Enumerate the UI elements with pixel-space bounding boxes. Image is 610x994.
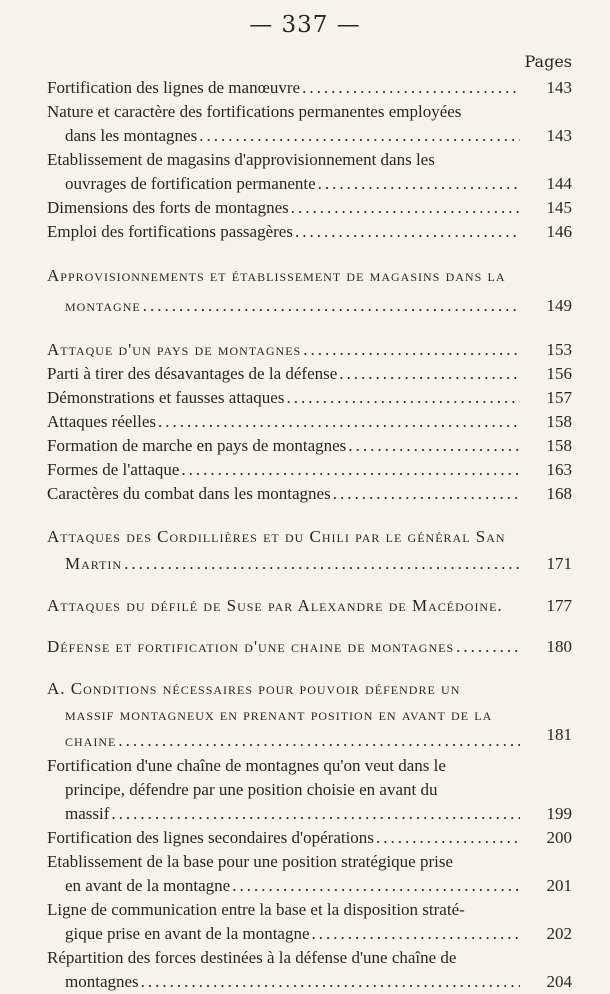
table-of-contents: [47, 76, 572, 994]
toc-section-heading: [47, 523, 572, 577]
entry-page: 146: [546, 222, 572, 241]
entry-title: Attaques des Cordillières et du Chili par le général San: [47, 527, 506, 546]
toc-section-heading: [47, 261, 572, 321]
entry-title-cont: massif: [65, 804, 110, 823]
toc-entry: [47, 100, 572, 148]
entry-title: Nature et caractère des fortifications permanentes employées: [47, 102, 462, 121]
entry-page: 145: [546, 198, 572, 217]
toc-entry: [47, 410, 572, 434]
entry-title-cont: principe, défendre par une position choisie en avant du: [65, 780, 438, 799]
entry-title: A. Conditions nécessaires pour pouvoir défendre un: [47, 679, 461, 698]
entry-page: 200: [546, 828, 572, 847]
entry-page: 144: [546, 174, 572, 193]
entry-title: Formation de marche en pays de montagnes: [47, 436, 347, 455]
entry-title-cont: gique prise en avant de la montagne: [65, 924, 310, 943]
entry-title-cont: montagne: [65, 296, 141, 315]
toc-entry: [47, 850, 572, 898]
entry-title: Attaques réelles: [47, 412, 157, 431]
entry-title-cont: chaine: [65, 731, 117, 750]
entry-page: 143: [546, 78, 572, 97]
toc-entry: [47, 76, 572, 100]
toc-entry: [47, 196, 572, 220]
toc-entry: [47, 458, 572, 482]
entry-page: 168: [546, 484, 572, 503]
entry-title-cont: montagnes: [65, 972, 139, 991]
entry-title: Emploi des fortifications passagères: [47, 222, 293, 241]
entry-title-cont: dans les montagnes: [65, 126, 198, 145]
entry-title: Etablissement de magasins d'approvisionnement dans les: [47, 150, 435, 169]
entry-page: 158: [546, 436, 572, 455]
toc-entry: [47, 898, 572, 946]
toc-entry: [47, 386, 572, 410]
pages-column-label: Pages: [524, 52, 572, 71]
page-number: — 337 —: [249, 12, 361, 38]
toc-entry: [47, 946, 572, 994]
entry-page: 202: [546, 924, 572, 943]
entry-page: 149: [546, 296, 572, 315]
toc-section-heading: [47, 635, 572, 659]
entry-page: 180: [546, 637, 572, 656]
entry-title: Fortification d'une chaîne de montagnes qu'on veut dans le: [47, 756, 446, 775]
toc-entry: [47, 826, 572, 850]
entry-title: Parti à tirer des désavantages de la défense: [47, 364, 338, 383]
toc-section-heading: [47, 338, 572, 362]
entry-title: Caractères du combat dans les montagnes: [47, 484, 331, 503]
entry-title-cont: Martin: [65, 554, 123, 573]
entry-page: 143: [546, 126, 572, 145]
entry-title: Démonstrations et fausses attaques: [47, 388, 285, 407]
entry-title: Attaque d'un pays de montagnes: [47, 340, 302, 359]
toc-entry: [47, 754, 572, 826]
entry-page: 201: [546, 876, 572, 895]
entry-page: 153: [546, 340, 572, 359]
entry-title: Attaques du défilé de Suse par Alexandre de Macédoine.: [47, 596, 503, 615]
toc-entry: [47, 482, 572, 506]
entry-title: Répartition des forces destinées à la défense d'une chaîne de: [47, 948, 457, 967]
toc-entry: [47, 362, 572, 386]
entry-title: Ligne de communication entre la base et la disposition straté-: [47, 900, 465, 919]
entry-title-cont: en avant de la montagne: [65, 876, 231, 895]
entry-page: 158: [546, 412, 572, 431]
entry-page: 156: [546, 364, 572, 383]
entry-page: 177: [546, 596, 572, 615]
entry-title: Etablissement de la base pour une position stratégique prise: [47, 852, 454, 871]
entry-page: 199: [546, 804, 572, 823]
toc-section-heading: [47, 594, 572, 618]
entry-page: 204: [546, 972, 572, 991]
entry-title: Dimensions des forts de montagnes: [47, 198, 289, 217]
entry-page: 163: [546, 460, 572, 479]
entry-page: 157: [546, 388, 572, 407]
toc-section-heading: [47, 676, 572, 754]
toc-entry: [47, 148, 572, 196]
toc-entry: [47, 434, 572, 458]
entry-title: Fortification des lignes de manœuvre: [47, 78, 301, 97]
entry-title: Fortification des lignes secondaires d'opérations: [47, 828, 374, 847]
entry-title-cont: ouvrages de fortification permanente: [65, 174, 316, 193]
entry-title-cont: massif montagneux en prenant position en avant de la: [65, 705, 493, 724]
entry-page: 171: [546, 554, 572, 573]
entry-title: Défense et fortification d'une chaine de montagnes: [47, 637, 455, 656]
entry-title: Formes de l'attaque: [47, 460, 180, 479]
entry-title: Approvisionnements et établissement de magasins dans la: [47, 266, 506, 285]
toc-entry: [47, 220, 572, 244]
entry-page: 181: [546, 725, 572, 744]
